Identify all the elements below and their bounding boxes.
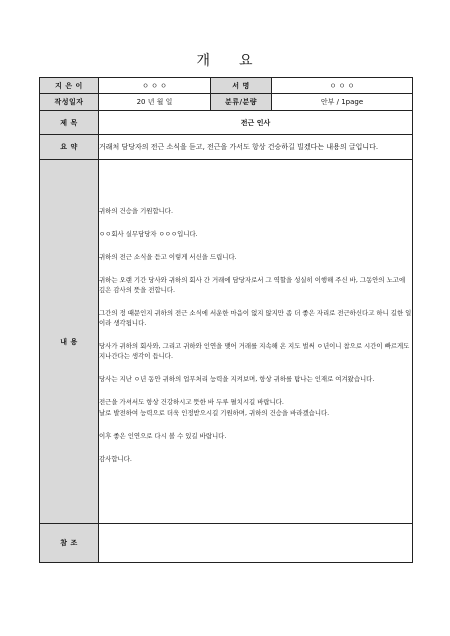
reference-label: 참 조 — [40, 524, 99, 563]
subject-value[interactable]: 전근 인사 — [99, 111, 413, 135]
document-title — [0, 50, 450, 70]
date-row — [40, 94, 413, 111]
content-paragraph: 귀하는 오랜 기간 당사와 귀하의 회사 간 거래에 담당자로서 그 역할을 성실히 이행해 주신 바, 그동안의 노고에 깊은 감사의 뜻을 전합니다. — [99, 276, 406, 294]
content-paragraph: 당사는 지난 ㅇ년 동안 귀하의 업무처리 능력을 지켜보며, 항상 귀하를 탐나는 인재로 여겨왔습니다. — [99, 375, 375, 383]
content-paragraphs — [99, 206, 412, 464]
author-row — [40, 78, 413, 94]
content-paragraph: 당사가 귀하의 회사와, 그리고 귀하와 인연을 맺어 거래를 지속해 온 지도 벌써 ㅇ년이니 참으로 시간이 빠르게도 지나간다는 생각이 듭니다. — [99, 342, 410, 360]
content-paragraph: 그간의 정 때문인지 귀하의 전근 소식에 서운한 마음이 없지 않지만 좀 더 좋은 자리로 전근하신다고 하니 길한 일이라 생각됩니다. — [99, 309, 412, 327]
content-paragraph: 감사합니다. — [99, 455, 132, 463]
subject-label: 제 목 — [40, 111, 99, 135]
content-row — [40, 160, 413, 524]
author-value[interactable]: ㅇ ㅇ ㅇ — [99, 78, 211, 94]
signature-label: 서 명 — [211, 78, 272, 94]
date-value[interactable]: 20 년 월 일 — [99, 94, 211, 111]
category-value[interactable]: 안부 / 1page — [272, 94, 413, 111]
reference-row — [40, 524, 413, 563]
content-paragraph: 이후 좋은 인연으로 다시 볼 수 있길 바랍니다. — [99, 432, 227, 440]
summary-row — [40, 135, 413, 160]
title-first-char: 개 — [196, 53, 211, 69]
reference-value[interactable] — [99, 524, 413, 563]
content-paragraph: 귀하의 전근 소식을 듣고 이렇게 서신을 드립니다. — [99, 253, 237, 261]
summary-value[interactable]: 거래처 담당자의 전근 소식을 듣고, 전근을 가서도 항상 건승하길 빌겠다는 내용의 글입니다. — [99, 135, 413, 160]
content-label: 내 용 — [40, 160, 99, 524]
author-label: 지 은 이 — [40, 78, 99, 94]
content-paragraph: ㅇㅇ회사 실무담당자 ㅇㅇㅇ입니다. — [99, 230, 198, 238]
date-label: 작성일자 — [40, 94, 99, 111]
content-paragraph: 날로 발전하여 능력으로 더욱 인정받으시길 기원하며, 귀하의 건승을 바라겠습니다. — [99, 409, 330, 417]
signature-value[interactable]: ㅇ ㅇ ㅇ — [272, 78, 413, 94]
summary-label: 요 약 — [40, 135, 99, 160]
content-body[interactable] — [99, 160, 413, 524]
content-paragraph: 귀하의 건승을 기원합니다. — [99, 207, 174, 215]
title-second-char: 요 — [239, 53, 254, 69]
category-label: 분류/분량 — [211, 94, 272, 111]
content-paragraph: 전근을 가셔서도 항상 건강하시고 뜻한 바 두루 펼치시길 바랍니다. — [99, 398, 284, 406]
subject-row — [40, 111, 413, 135]
document-table — [39, 77, 413, 563]
